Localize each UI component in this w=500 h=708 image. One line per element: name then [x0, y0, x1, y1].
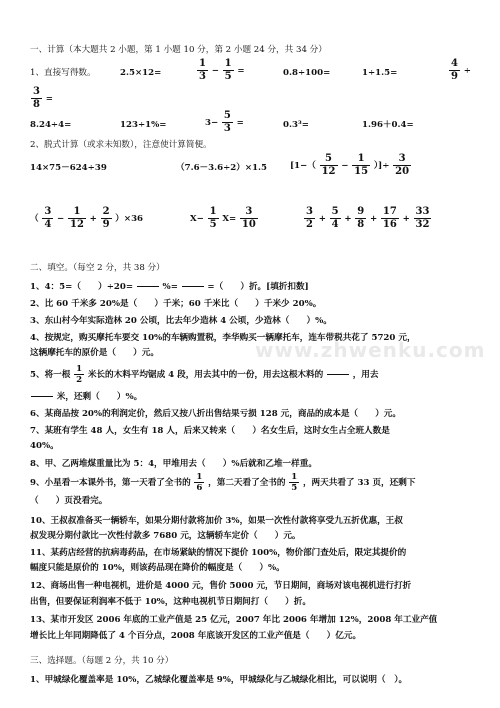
fill-q9-line2: （ ）页没看完。 [30, 496, 108, 506]
fill-q13-line1: 13、某市开发区 2006 年底的工业产值是 25 亿元，2007 年比 2006 年增加 12%，2008 年工业产值 [30, 615, 438, 625]
fill-q10-line2: 叔发现分期付款比一次性付款多 7680 元，这辆轿车定价（ ）元。 [30, 531, 301, 541]
fill-q6: 6、某商品按 20%的利润定价，然后又按八折出售结果亏损 128 元，商品的成本是（ ）元。 [30, 409, 401, 419]
fraction-1-3: $\frac{1}{3}$ [199, 58, 206, 82]
fraction-17-16: $\frac{17}{16}$ [382, 206, 397, 230]
blank-fraction [137, 276, 159, 297]
fill-q10-line1: 10、王叔叔准备买一辆轿车，如果分期付款将加价 3%，如果一次性付款将享受九五折优惠，王叔 [30, 516, 403, 526]
fill-q11-line2: 幅度只能是原价的 10%，则该药品现在降价的幅度是（ ）%。 [30, 563, 285, 573]
fraction-1-5: $\frac{1}{5}$ [224, 58, 232, 82]
fraction-5-3: $\frac{5}{3}$ [223, 110, 231, 134]
fill-q7-line1: 7、某班有学生 48 人，女生有 18 人，后来又转来（ ）名女生后，这时女生占全班人数是 [30, 426, 390, 436]
fill-q11-line1: 11、某药店经营的抗病毒药品，在市场紧缺的情况下提价 100%，物价部门查处后，限定其提价的 [30, 548, 407, 558]
fill-q8: 8、甲、乙两堆煤重量比为 5：4，甲堆用去（ ）%后就和乙堆一样重。 [30, 459, 317, 469]
fraction-1-6: $\frac{1}{6}$ [196, 472, 203, 493]
calc-3-minus-five-thirds: 3− $\frac{5}{3}$ = [205, 110, 244, 134]
calc-bracket-expression: [1−（ $\frac{5}{12}$ − $\frac{1}{15}$ ）]÷ $\frac{3}{20}$ [290, 153, 410, 177]
fill-q3: 3、东山村今年实际造林 20 公顷，比去年少造林 4 公顷，少造林（ ）%。 [30, 316, 332, 326]
fill-q13-line2: 增长比上年同期降低了 4 个百分点，2008 年底该开发区的工业产值是（ ）亿元。 [30, 631, 362, 641]
fraction-4-9: $\frac{4}{9}$ [451, 58, 458, 82]
calc-0.3-cubed: 0.3³= [283, 120, 309, 130]
fraction-3-2: $\frac{3}{2}$ [306, 206, 313, 230]
fraction-5-4: $\frac{5}{4}$ [331, 206, 339, 230]
calc-fraction-sum: $\frac{3}{2}$ + $\frac{5}{4}$ + $\frac{9}{8}$ + $\frac{17}{16}$ + $\frac{33}{32}$ [306, 206, 430, 230]
fraction-1-5-x: $\frac{1}{5}$ [209, 206, 217, 230]
fill-q1: 1、4：5=（ ）÷20= %= =（ ）折。[填折扣数] [30, 276, 309, 297]
fraction-1-15: $\frac{1}{15}$ [354, 153, 369, 177]
calc-one-third-minus-one-fifth: $\frac{1}{3}$ − $\frac{1}{5}$ = [199, 58, 245, 82]
fill-q5-line2: 米，还剩（ ）%。 [30, 386, 142, 407]
calc-three-eighths: $\frac{3}{8}$ = [33, 86, 53, 110]
calc-7.6-expression: （7.6－3.6÷2）×1.5 [176, 163, 268, 173]
fill-q4-line2: 这辆摩托车的原价是（ ）元。 [30, 348, 159, 358]
fraction-1-12: $\frac{1}{12}$ [69, 206, 84, 230]
fill-q12-line2: 出售，但要保证利润率不低于 10%，这种电视机节日期间打（ ）折。 [30, 597, 311, 607]
calc-2.5x12: 2.5×12= [120, 68, 162, 78]
blank-fraction-3 [327, 364, 349, 385]
fraction-2-9: $\frac{2}{9}$ [102, 206, 110, 230]
calc-1div1.5: 1÷1.5= [362, 68, 398, 78]
section2-heading: 二、填空。（每空 2 分，共 38 分） [30, 263, 165, 273]
fraction-33-32: $\frac{33}{32}$ [415, 206, 430, 230]
fraction-3-20: $\frac{3}{20}$ [395, 153, 410, 177]
fraction-3-4: $\frac{3}{4}$ [44, 206, 52, 230]
calc-14x75: 14×75－624÷39 [30, 163, 107, 173]
fill-q5-line1: 5、将一根 $\frac{1}{2}$ 米长的木料平均锯成 4 段，用去其中的一份，用去这根木料的 ，用去 [30, 364, 379, 385]
blank-fraction-2 [182, 276, 204, 297]
fill-q9-line1: 9、小星看一本课外书，第一天看了全书的 $\frac{1}{6}$ ，第二天看了全书的 $\frac{1}{5}$ ，两天共看了 33 页，还剩下 [30, 472, 416, 493]
fill-q2: 2、比 60 千米多 20%是（ ）千米；60 千米比（ ）千米少 20%。 [30, 299, 322, 309]
fill-q12-line1: 12、商场出售一种电视机，进价是 4000 元，售价 5000 元，节日期间，商场对该电视机进行打折 [30, 581, 412, 591]
fraction-5-12: $\frac{5}{12}$ [321, 153, 336, 177]
calc-1.96plus0.4: 1.96＋0.4= [362, 120, 414, 130]
fraction-3-8: $\frac{3}{8}$ [33, 86, 40, 110]
blank-fraction-4 [31, 386, 53, 407]
fill-q4-line1: 4、按规定，购买摩托车要交 10%的车辆购置税，李华购买一辆摩托车，连车带税共花了 5720 元， [30, 333, 416, 343]
calc-fractions-times-36: （ $\frac{3}{4}$ − $\frac{1}{12}$ + $\frac{2}{9}$ ）×36 [30, 206, 144, 230]
choice-q1: 1、甲城绿化覆盖率是 10%，乙城绿化覆盖率是 9%，甲城绿化与乙城绿化相比，可以说明（ ）。 [30, 675, 408, 685]
calc-8.24div4: 8.24÷4= [30, 120, 72, 130]
section1-heading: 一、计算（本大题共 2 小题，第 1 小题 10 分，第 2 小题 24 分，共 34 分） [30, 45, 327, 55]
calc-123div1pct: 123÷1%= [120, 120, 167, 130]
watermark: www.zhwenku.com [255, 338, 486, 362]
fraction-9-8: $\frac{9}{8}$ [357, 206, 365, 230]
fraction-3-10: $\frac{3}{10}$ [241, 206, 256, 230]
calc-0.8div100: 0.8÷100= [283, 68, 331, 78]
section3-heading: 三、选择题。（每题 2 分，共 10 分） [30, 656, 174, 666]
fraction-1-5-b: $\frac{1}{5}$ [291, 472, 298, 493]
q1-label: 1、直接写得数。 [30, 68, 96, 78]
fill-q7-line2: 40%。 [30, 441, 59, 451]
fraction-1-2: $\frac{1}{2}$ [76, 364, 83, 385]
q2-label: 2、脱式计算（或求未知数），注意使计算简便。 [30, 140, 212, 150]
calc-four-ninths-div: $\frac{4}{9}$ ÷ [451, 58, 471, 82]
equation-x: X− $\frac{1}{5}$ X= $\frac{3}{10}$ [190, 206, 256, 230]
